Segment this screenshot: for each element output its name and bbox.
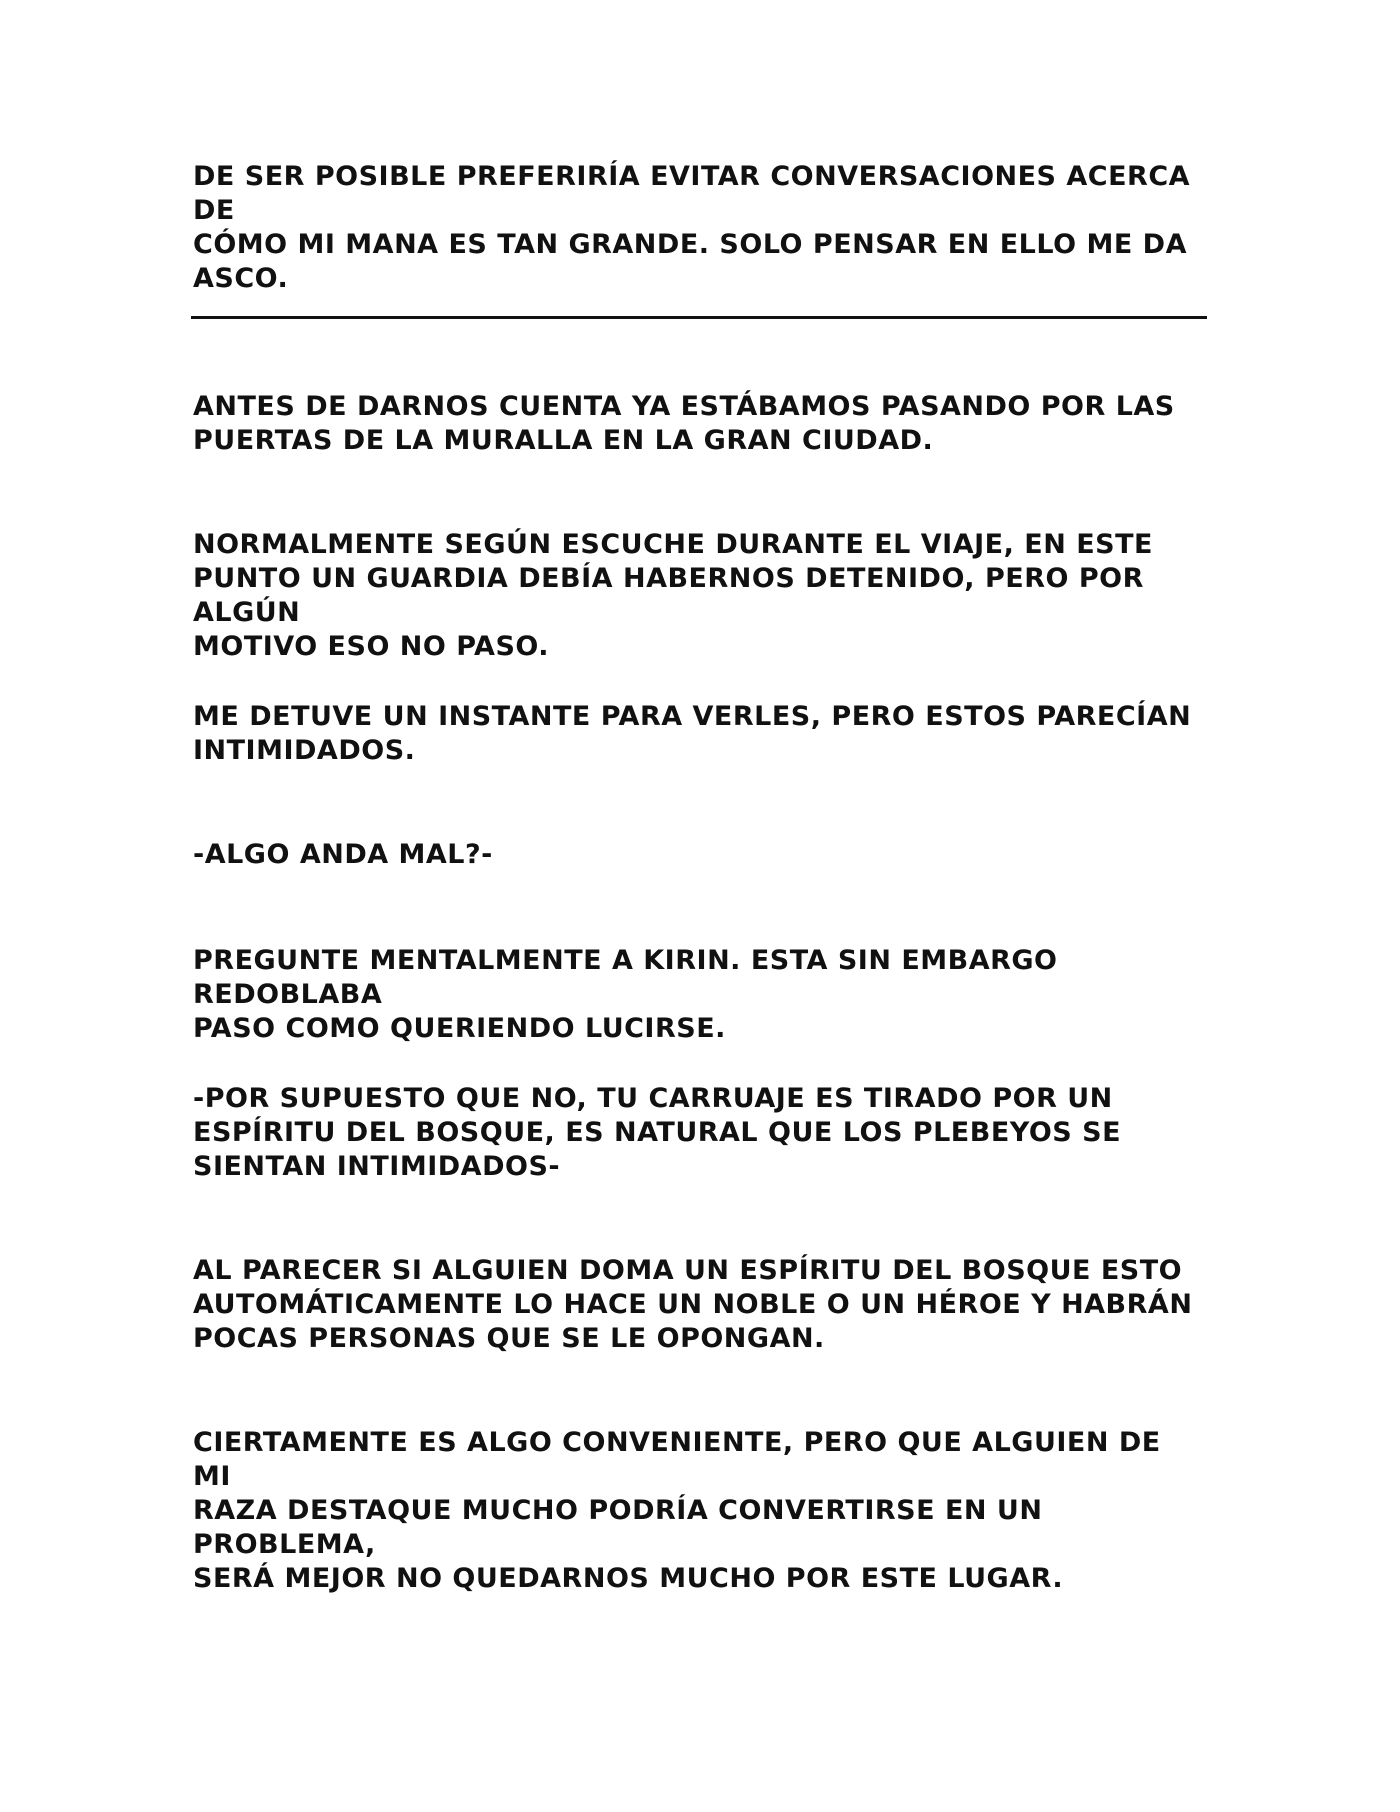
paragraph-3: NORMALMENTE SEGÚN ESCUCHE DURANTE EL VIAJE, EN ESTE PUNTO UN GUARDIA DEBÍA HABERNOS DETENIDO, PERO POR ALGÚN MOTIVO ESO NO PASO. [193, 529, 1153, 662]
paragraph-2: ANTES DE DARNOS CUENTA YA ESTÁBAMOS PASANDO POR LAS PUERTAS DE LA MURALLA EN LA GRAN CIUDAD. [193, 391, 1175, 456]
paragraph-1: DE SER POSIBLE PREFERIRÍA EVITAR CONVERSACIONES ACERCA DE CÓMO MI MANA ES TAN GRANDE. SOLO PENSAR EN ELLO ME DA ASCO. [193, 161, 1191, 294]
paragraph-5-dialogue: -ALGO ANDA MAL?- [193, 839, 493, 870]
horizontal-divider [191, 316, 1207, 319]
paragraph-6: PREGUNTE MENTALMENTE A KIRIN. ESTA SIN EMBARGO REDOBLABA PASO COMO QUERIENDO LUCIRSE. [193, 945, 1058, 1044]
paragraph-4: ME DETUVE UN INSTANTE PARA VERLES, PERO ESTOS PARECÍAN INTIMIDADOS. [193, 701, 1192, 766]
paragraph-8: AL PARECER SI ALGUIEN DOMA UN ESPÍRITU DEL BOSQUE ESTO AUTOMÁTICAMENTE LO HACE UN NOBLE O UN HÉROE Y HABRÁN POCAS PERSONAS QUE SE LE OPONGAN. [193, 1255, 1193, 1354]
paragraph-7-dialogue: -POR SUPUESTO QUE NO, TU CARRUAJE ES TIRADO POR UN ESPÍRITU DEL BOSQUE, ES NATURAL QUE LOS PLEBEYOS SE SIENTAN INTIMIDADOS- [193, 1083, 1122, 1182]
paragraph-9: CIERTAMENTE ES ALGO CONVENIENTE, PERO QUE ALGUIEN DE MI RAZA DESTAQUE MUCHO PODRÍA CONVERTIRSE EN UN PROBLEMA, SERÁ MEJOR NO QUEDARNOS MUCHO POR ESTE LUGAR. [193, 1427, 1161, 1594]
